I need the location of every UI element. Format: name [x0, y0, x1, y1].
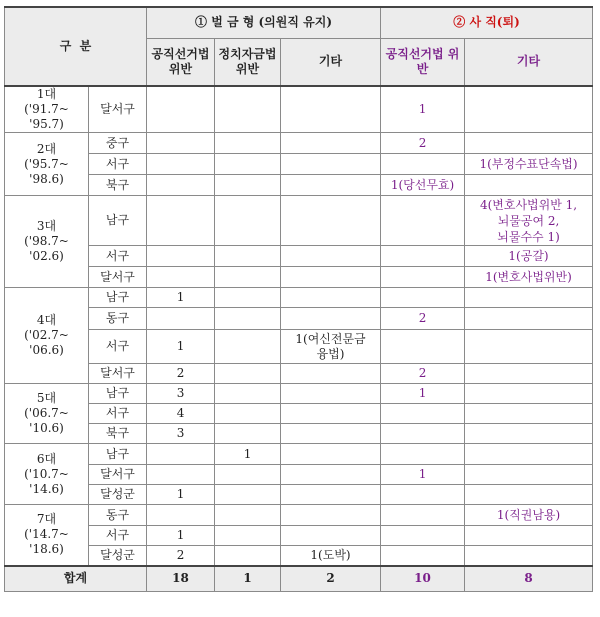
fine-other-cell	[281, 465, 381, 485]
resign-election-law-cell: 1(당선무효)	[381, 175, 465, 196]
resign-election-law-cell: 2	[381, 364, 465, 384]
header-resign-other: 기타	[465, 38, 593, 86]
resign-election-law-cell: 1	[381, 384, 465, 404]
district-cell: 중구	[89, 133, 147, 154]
resign-other-cell: 4(변호사법위반 1, 뇌물공여 2, 뇌물수수 1)	[465, 196, 593, 246]
fine-election-law-cell: 1	[147, 526, 215, 546]
resign-other-cell	[465, 404, 593, 424]
fine-political-funds-cell	[215, 267, 281, 288]
total-resign-other: 8	[465, 566, 593, 592]
term-cell: 5대 ('06.7~ '10.6)	[5, 384, 89, 444]
resign-other-cell	[465, 424, 593, 444]
resign-other-cell	[465, 364, 593, 384]
fine-election-law-cell: 3	[147, 384, 215, 404]
total-label: 합계	[5, 566, 147, 592]
district-cell: 달서구	[89, 465, 147, 485]
fine-election-law-cell	[147, 86, 215, 133]
table-row	[5, 86, 593, 133]
fine-other-cell	[281, 133, 381, 154]
district-cell: 달성군	[89, 485, 147, 505]
resign-other-cell: 1(직권남용)	[465, 505, 593, 526]
council-member-penalty-table	[4, 6, 593, 592]
resign-election-law-cell	[381, 267, 465, 288]
resign-election-law-cell	[381, 485, 465, 505]
fine-election-law-cell: 2	[147, 546, 215, 566]
fine-other-cell	[281, 404, 381, 424]
fine-other-cell	[281, 424, 381, 444]
total-election-law: 18	[147, 566, 215, 592]
fine-other-cell	[281, 246, 381, 267]
resign-election-law-cell	[381, 330, 465, 364]
table-row	[5, 526, 593, 546]
table-body	[5, 86, 593, 566]
resign-other-cell	[465, 465, 593, 485]
term-cell: 7대 ('14.7~ '18.6)	[5, 505, 89, 566]
fine-other-cell	[281, 288, 381, 308]
table-row	[5, 485, 593, 505]
district-cell: 북구	[89, 424, 147, 444]
fine-election-law-cell	[147, 267, 215, 288]
fine-political-funds-cell	[215, 86, 281, 133]
fine-political-funds-cell	[215, 526, 281, 546]
header-fine-group: ① 벌 금 형 (의원직 유지)	[147, 7, 381, 38]
fine-election-law-cell	[147, 465, 215, 485]
fine-other-cell	[281, 384, 381, 404]
district-cell: 서구	[89, 404, 147, 424]
fine-political-funds-cell	[215, 288, 281, 308]
fine-election-law-cell: 3	[147, 424, 215, 444]
fine-other-cell	[281, 526, 381, 546]
fine-other-cell	[281, 196, 381, 246]
resign-election-law-cell: 1	[381, 86, 465, 133]
resign-other-cell: 1(부정수표단속법)	[465, 154, 593, 175]
resign-other-cell	[465, 86, 593, 133]
resign-election-law-cell	[381, 196, 465, 246]
fine-political-funds-cell: 1	[215, 444, 281, 465]
resign-other-cell	[465, 485, 593, 505]
fine-political-funds-cell	[215, 485, 281, 505]
fine-election-law-cell	[147, 308, 215, 330]
term-cell: 1대 ('91.7~ '95.7)	[5, 86, 89, 133]
fine-election-law-cell	[147, 505, 215, 526]
resign-other-cell	[465, 384, 593, 404]
fine-election-law-cell: 1	[147, 288, 215, 308]
resign-other-cell	[465, 308, 593, 330]
district-cell: 달성군	[89, 546, 147, 566]
table-row	[5, 444, 593, 465]
resign-election-law-cell	[381, 444, 465, 465]
fine-political-funds-cell	[215, 154, 281, 175]
table-footer	[5, 566, 593, 592]
district-cell: 남구	[89, 288, 147, 308]
term-cell: 3대 ('98.7~ '02.6)	[5, 196, 89, 288]
resign-other-cell: 1(변호사법위반)	[465, 267, 593, 288]
resign-other-cell	[465, 175, 593, 196]
table-row	[5, 424, 593, 444]
fine-election-law-cell: 1	[147, 485, 215, 505]
table-row	[5, 404, 593, 424]
table-row	[5, 133, 593, 154]
resign-election-law-cell	[381, 546, 465, 566]
table-row	[5, 546, 593, 566]
table-row	[5, 196, 593, 246]
fine-election-law-cell	[147, 175, 215, 196]
fine-political-funds-cell	[215, 505, 281, 526]
table-row	[5, 246, 593, 267]
term-cell: 2대 ('95.7~ '98.6)	[5, 133, 89, 196]
fine-political-funds-cell	[215, 364, 281, 384]
header-category: 구 분	[5, 7, 147, 86]
table-row	[5, 267, 593, 288]
district-cell: 달서구	[89, 267, 147, 288]
header-election-law: 공직선거법 위반	[147, 38, 215, 86]
district-cell: 달서구	[89, 86, 147, 133]
fine-other-cell	[281, 175, 381, 196]
district-cell: 남구	[89, 196, 147, 246]
fine-political-funds-cell	[215, 465, 281, 485]
table-row	[5, 330, 593, 364]
fine-election-law-cell: 4	[147, 404, 215, 424]
resign-election-law-cell	[381, 246, 465, 267]
fine-other-cell	[281, 308, 381, 330]
table-row	[5, 384, 593, 404]
resign-election-law-cell	[381, 288, 465, 308]
district-cell: 서구	[89, 154, 147, 175]
fine-political-funds-cell	[215, 196, 281, 246]
fine-other-cell	[281, 86, 381, 133]
district-cell: 북구	[89, 175, 147, 196]
fine-election-law-cell	[147, 133, 215, 154]
statistics-table-wrapper	[4, 6, 593, 592]
term-cell: 6대 ('10.7~ '14.6)	[5, 444, 89, 505]
fine-political-funds-cell	[215, 133, 281, 154]
table-header	[5, 7, 593, 86]
fine-other-cell	[281, 267, 381, 288]
total-other: 2	[281, 566, 381, 592]
resign-election-law-cell	[381, 526, 465, 546]
fine-political-funds-cell	[215, 424, 281, 444]
district-cell: 서구	[89, 526, 147, 546]
resign-election-law-cell	[381, 404, 465, 424]
fine-other-cell: 1(도박)	[281, 546, 381, 566]
fine-election-law-cell	[147, 246, 215, 267]
fine-election-law-cell	[147, 154, 215, 175]
fine-other-cell	[281, 154, 381, 175]
district-cell: 서구	[89, 246, 147, 267]
district-cell: 남구	[89, 384, 147, 404]
header-political-funds: 정치자금법 위반	[215, 38, 281, 86]
fine-election-law-cell: 1	[147, 330, 215, 364]
resign-other-cell	[465, 330, 593, 364]
fine-election-law-cell: 2	[147, 364, 215, 384]
header-other: 기타	[281, 38, 381, 86]
district-cell: 달서구	[89, 364, 147, 384]
fine-political-funds-cell	[215, 246, 281, 267]
resign-other-cell: 1(공갈)	[465, 246, 593, 267]
district-cell: 동구	[89, 505, 147, 526]
table-row	[5, 364, 593, 384]
fine-other-cell	[281, 364, 381, 384]
table-row	[5, 288, 593, 308]
fine-election-law-cell	[147, 196, 215, 246]
resign-other-cell	[465, 546, 593, 566]
fine-political-funds-cell	[215, 384, 281, 404]
total-resign-election-law: 10	[381, 566, 465, 592]
fine-other-cell: 1(여신전문금 융법)	[281, 330, 381, 364]
table-row	[5, 505, 593, 526]
fine-other-cell	[281, 444, 381, 465]
table-row	[5, 154, 593, 175]
table-row	[5, 175, 593, 196]
resign-election-law-cell: 1	[381, 465, 465, 485]
header-resign-election-law: 공직선거법 위반	[381, 38, 465, 86]
table-row	[5, 308, 593, 330]
resign-other-cell	[465, 444, 593, 465]
resign-other-cell	[465, 288, 593, 308]
fine-other-cell	[281, 505, 381, 526]
resign-other-cell	[465, 133, 593, 154]
term-cell: 4대 ('02.7~ '06.6)	[5, 288, 89, 384]
resign-election-law-cell: 2	[381, 308, 465, 330]
fine-political-funds-cell	[215, 404, 281, 424]
resign-election-law-cell	[381, 154, 465, 175]
fine-other-cell	[281, 485, 381, 505]
resign-election-law-cell	[381, 505, 465, 526]
resign-other-cell	[465, 526, 593, 546]
resign-election-law-cell: 2	[381, 133, 465, 154]
header-resign-group: ② 사 직(퇴)	[381, 7, 593, 38]
fine-election-law-cell	[147, 444, 215, 465]
district-cell: 서구	[89, 330, 147, 364]
fine-political-funds-cell	[215, 308, 281, 330]
district-cell: 남구	[89, 444, 147, 465]
fine-political-funds-cell	[215, 330, 281, 364]
fine-political-funds-cell	[215, 175, 281, 196]
total-political-funds: 1	[215, 566, 281, 592]
district-cell: 동구	[89, 308, 147, 330]
table-row	[5, 465, 593, 485]
fine-political-funds-cell	[215, 546, 281, 566]
resign-election-law-cell	[381, 424, 465, 444]
